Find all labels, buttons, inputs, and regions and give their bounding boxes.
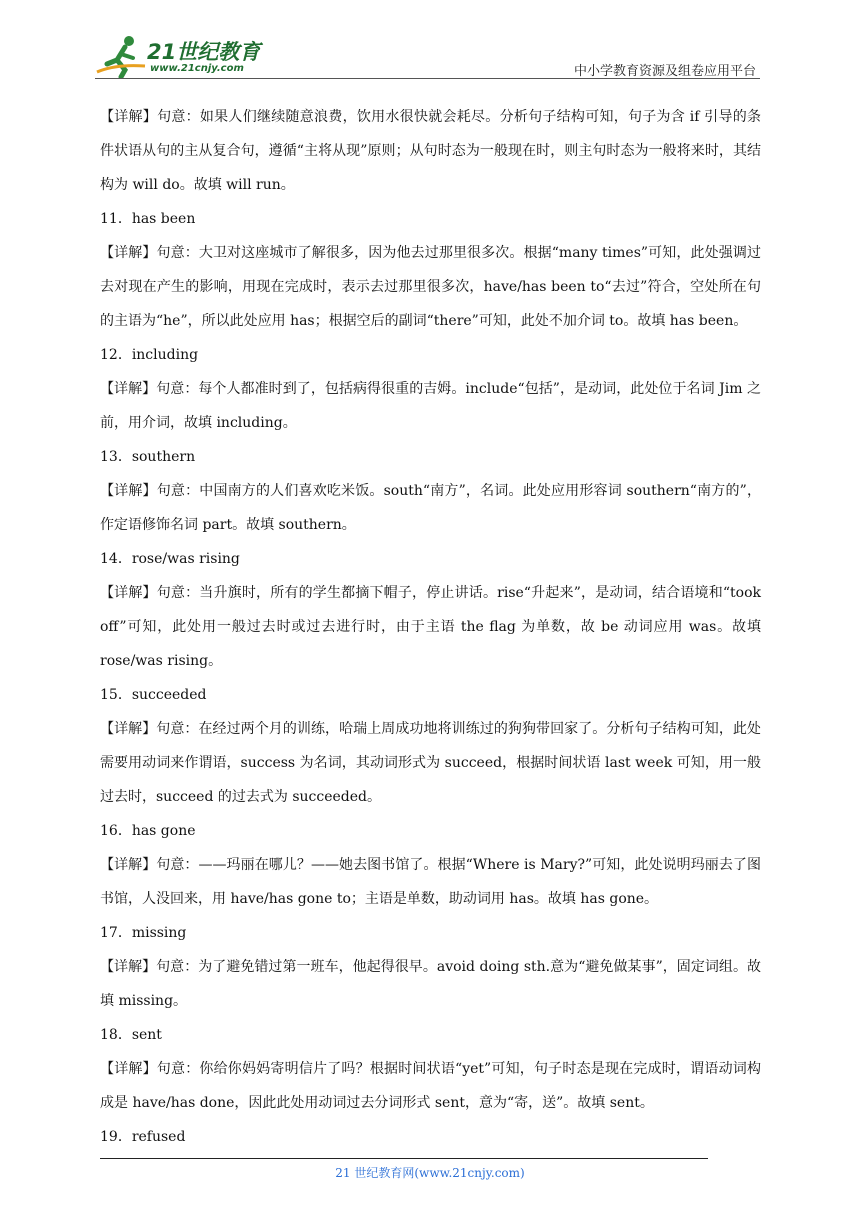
explanation-paragraph: 【详解】句意：中国南方的人们喜欢吃米饭。south“南方”，名词。此处应用形容词 southern“南方的”，作定语修饰名词 part。故填 southern。 [100, 483, 761, 533]
footer-divider [100, 1158, 708, 1159]
answer-item: 14．rose/was rising [100, 551, 240, 567]
answer-item: 13．southern [100, 449, 196, 465]
explanation-paragraph: 【详解】句意：——玛丽在哪儿？——她去图书馆了。根据“Where is Mary?”可知，此处说明玛丽去了图书馆，人没回来，用 have/has gone to；主语是单数，助动词用 has。故填 has gone。 [100, 857, 761, 907]
logo-url: www.21cnjy.com [150, 63, 244, 74]
page-header [95, 30, 760, 80]
header-divider [95, 78, 760, 79]
explanation-paragraph: 【详解】句意：为了避免错过第一班车，他起得很早。avoid doing sth.意为“避免做某事”，固定词组。故填 missing。 [100, 959, 761, 1009]
answer-item: 19．refused [100, 1129, 186, 1145]
answer-item: 15．succeeded [100, 687, 207, 703]
explanation-paragraph: 【详解】句意：如果人们继续随意浪费，饮用水很快就会耗尽。分析句子结构可知，句子为含 if 引导的条件状语从句的主从复合句，遵循“主将从现”原则；从句时态为一般现在时，则主句时态为一般将来时，其结构为 will do。故填 will run。 [100, 109, 761, 193]
runner-logo-icon [95, 34, 147, 78]
answer-item: 16．has gone [100, 823, 196, 839]
explanation-paragraph: 【详解】句意：当升旗时，所有的学生都摘下帽子，停止讲话。rise“升起来”，是动词，结合语境和“took off”可知，此处用一般过去时或过去进行时，由于主语 the flag 为单数，故 be 动词应用 was。故填 rose/was rising。 [100, 585, 761, 669]
explanation-paragraph: 【详解】句意：大卫对这座城市了解很多，因为他去过那里很多次。根据“many times”可知，此处强调过去对现在产生的影响，用现在完成时，表示去过那里很多次，have/has been to“去过”符合，空处所在句的主语为“he”，所以此处应用 has；根据空后的副词“there”可知，此处不加介词 to。故填 has been。 [100, 245, 761, 329]
explanation-paragraph: 【详解】句意：每个人都准时到了，包括病得很重的吉姆。include“包括”，是动词，此处位于名词 Jim 之前，用介词，故填 including。 [100, 381, 761, 431]
answer-item: 11．has been [100, 211, 196, 227]
page-footer: 21 世纪教育网(www.21cnjy.com) [335, 1166, 525, 1180]
answer-item: 12．including [100, 347, 199, 363]
logo-text: 21世纪教育 [147, 40, 261, 64]
platform-name: 中小学教育资源及组卷应用平台 [573, 64, 756, 79]
explanation-paragraph: 【详解】句意：你给你妈妈寄明信片了吗？根据时间状语“yet”可知，句子时态是现在完成时，谓语动词构成是 have/has done，因此此处用动词过去分词形式 sent，意为“寄，送”。故填 sent。 [100, 1061, 761, 1111]
answer-content [100, 100, 761, 1154]
explanation-paragraph: 【详解】句意：在经过两个月的训练，哈瑞上周成功地将训练过的狗狗带回家了。分析句子结构可知，此处需要用动词来作谓语，success 为名词，其动词形式为 succeed，根据时间状语 last week 可知，用一般过去时，succeed 的过去式为 succeeded。 [100, 721, 761, 805]
answer-item: 18．sent [100, 1027, 162, 1043]
logo [95, 34, 265, 78]
answer-item: 17．missing [100, 925, 187, 941]
